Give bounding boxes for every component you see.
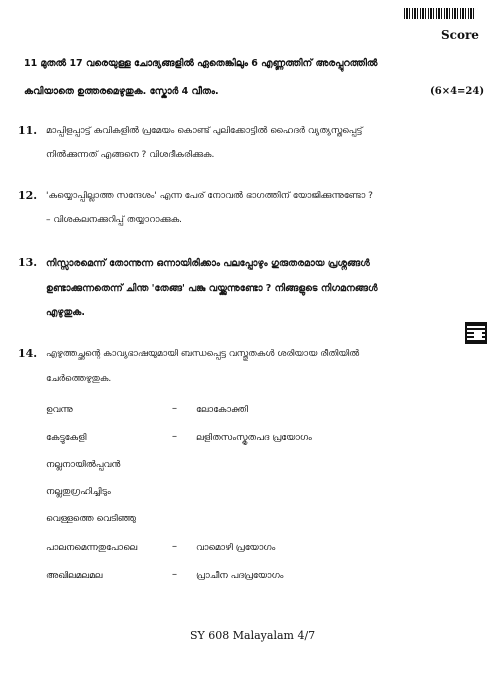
match-left-item: പാലനമെന്നതുപോലെ (46, 543, 138, 553)
match-right-item: വാമൊഴി പ്രയോഗം (196, 543, 276, 553)
match-dash: – (172, 403, 177, 414)
question-text: – വിശകലനക്കുറിപ്പ് തയ്യാറാക്കുക. (46, 215, 183, 225)
score-label: Score (441, 28, 479, 42)
match-dash: – (172, 541, 177, 552)
question-number: 13. (18, 256, 38, 269)
question-text: എഴുത്തച്ഛന്റെ കാവ്യഭാഷയുമായി ബന്ധപ്പെട്ട വസ്തുതകൾ ശരിയായ രീതിയിൽ (46, 349, 360, 359)
match-right-item: ലളിതസംസ്കൃതപദ പ്രയോഗം (196, 433, 312, 443)
instruction-line-2: കവിയാതെ ഉത്തരമെഴുതുക. സ്കോർ 4 വീതം. (24, 86, 219, 97)
marks-allocation: (6×4=24) (430, 86, 485, 97)
match-dash: – (172, 569, 177, 580)
question-number: 12. (18, 189, 38, 202)
match-left-item: ഉവന്നു (46, 405, 73, 415)
question-text: എഴുതുക. (46, 307, 85, 318)
qr-code (465, 322, 487, 344)
match-left-item: നല്ലനായിൽപ്പവൻ (46, 460, 121, 470)
page-footer: SY 608 Malayalam 4/7 (190, 629, 316, 642)
match-right-item: ലോകോക്തി (196, 405, 249, 415)
match-dash: – (172, 431, 177, 442)
match-left-item: കേട്ടുകേളി (46, 433, 87, 443)
question-text: ഉണ്ടാക്കുന്നതെന്ന് ചിന്ത 'തേങ്ങ' പങ്കു വയ്ക്കുന്നുണ്ടോ ? നിങ്ങളുടെ നിഗമനങ്ങൾ (46, 283, 378, 294)
question-text: നിൽക്കുന്നത് എങ്ങനെ ? വിശദീകരിക്കുക. (46, 150, 215, 160)
instruction-line-1: 11 മുതൽ 17 വരെയുള്ള ചോദ്യങ്ങളിൽ ഏതെങ്കിലും 6 എണ്ണത്തിന് അരപ്പുറത്തിൽ (24, 58, 378, 69)
question-text: നിസ്സാരമെന്ന് തോന്നുന്ന ഒന്നായിരിക്കാം പലപ്പോഴും ഗുരുതരമായ പ്രശ്നങ്ങൾ (46, 258, 370, 269)
question-number: 11. (18, 124, 38, 137)
match-left-item: വെള്ളത്തെ വെടിഞ്ഞു (46, 514, 136, 524)
match-left-item: നല്ലതുഗ്രഹിച്ചിടും (46, 487, 111, 497)
question-text: മാപ്പിളപ്പാട്ട് കവികളിൽ പ്രമേയം കൊണ്ട് പുലിക്കോട്ടിൽ ഹൈദർ വ്യത്യസ്തപ്പെട്ട് (46, 126, 363, 136)
question-text: ചേർത്തെഴുതുക. (46, 374, 112, 384)
match-left-item: അഖിലമലമല (46, 571, 103, 581)
question-number: 14. (18, 347, 38, 360)
question-text: 'കയ്യൊപ്പില്ലാത്ത സന്ദേശം' എന്ന പേര് നോവൽ ഭാഗത്തിന് യോജിക്കുന്നുണ്ടോ ? (46, 191, 373, 201)
barcode (404, 8, 476, 19)
match-right-item: പ്രാചീന പദപ്രയോഗം (196, 571, 284, 581)
